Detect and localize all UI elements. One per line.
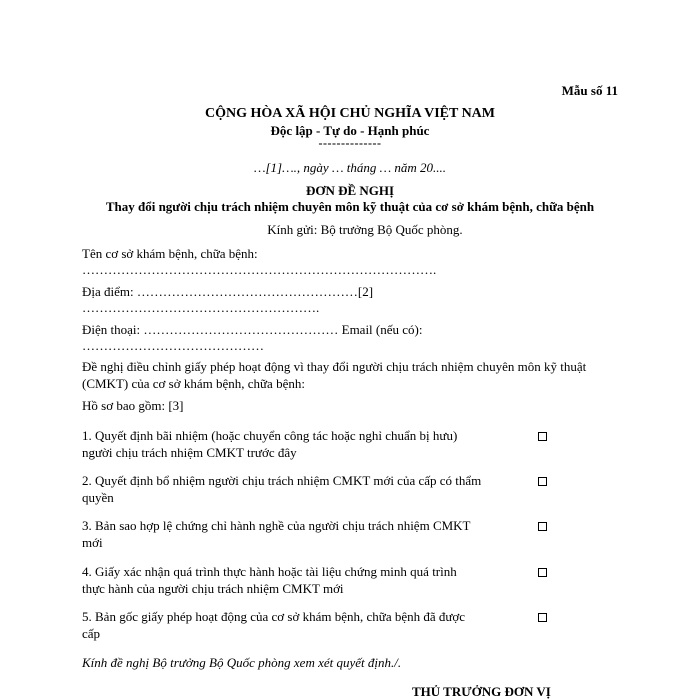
dossier-item-1-checkbox[interactable] <box>538 432 547 441</box>
dossier-item-3-checkbox[interactable] <box>538 522 547 531</box>
dossier-item-5-checkbox[interactable] <box>538 613 547 622</box>
address-continuation-field: ………………………………………………. <box>82 300 320 315</box>
dossier-item-4-checkbox[interactable] <box>538 568 547 577</box>
email-continuation-field: …………………………………… <box>82 338 264 353</box>
phone-email-field: Điện thoại: ……………………………………… Email (nếu có): <box>82 322 423 337</box>
header-separator: -------------- <box>318 136 382 150</box>
document-subtitle: Thay đổi người chịu trách nhiệm chuyên môn kỹ thuật của cơ sở khám bệnh, chữa bệnh <box>105 199 595 214</box>
national-motto: Độc lập - Tự do - Hạnh phúc <box>270 123 430 138</box>
address-field: Địa điểm: ……………………………………………[2] <box>82 284 374 299</box>
dossier-item-1: 1. Quyết định bãi nhiệm (hoặc chuyển công tác hoặc nghỉ chuẩn bị hưu) người chịu trách nhiệm CMKT trước đây <box>82 428 458 460</box>
date-line: …[1]…., ngày … tháng … năm 20.... <box>253 160 447 175</box>
signature-title: THỦ TRƯỞNG ĐƠN VỊ <box>412 684 551 699</box>
dossier-item-4: 4. Giấy xác nhận quá trình thực hành hoặc tài liệu chứng minh quá trình thực hành của người chịu trách nhiệm CMKT mới <box>82 564 457 596</box>
dossier-item-3: 3. Bản sao hợp lệ chứng chỉ hành nghề của người chịu trách nhiệm CMKT mới <box>82 518 471 550</box>
dossier-label: Hồ sơ bao gồm: [3] <box>82 398 184 413</box>
national-title: CỘNG HÒA XÃ HỘI CHỦ NGHĨA VIỆT NAM <box>204 106 495 121</box>
form-number: Mẫu số 11 <box>561 83 618 98</box>
facility-name-field: ………………………………………………………………………. <box>82 262 437 277</box>
recipient-line: Kính gửi: Bộ trưởng Bộ Quốc phòng. <box>267 222 463 237</box>
facility-name-label: Tên cơ sở khám bệnh, chữa bệnh: <box>82 246 258 261</box>
request-statement-line-1: Đề nghị điều chỉnh giấy phép hoạt động vì thay đổi người chịu trách nhiệm chuyên môn kỹ thuật <box>82 359 587 374</box>
dossier-item-5: 5. Bản gốc giấy phép hoạt động của cơ sở khám bệnh, chữa bệnh đã được cấp <box>82 609 466 641</box>
dossier-item-2-checkbox[interactable] <box>538 477 547 486</box>
document-title: ĐƠN ĐỀ NGHỊ <box>305 183 395 198</box>
request-statement-line-2: (CMKT) của cơ sở khám bệnh, chữa bệnh: <box>82 376 305 391</box>
dossier-item-2: 2. Quyết định bổ nhiệm người chịu trách nhiệm CMKT mới của cấp có thẩm quyền <box>82 473 482 505</box>
closing-statement: Kính đề nghị Bộ trưởng Bộ Quốc phòng xem xét quyết định./. <box>82 655 402 670</box>
